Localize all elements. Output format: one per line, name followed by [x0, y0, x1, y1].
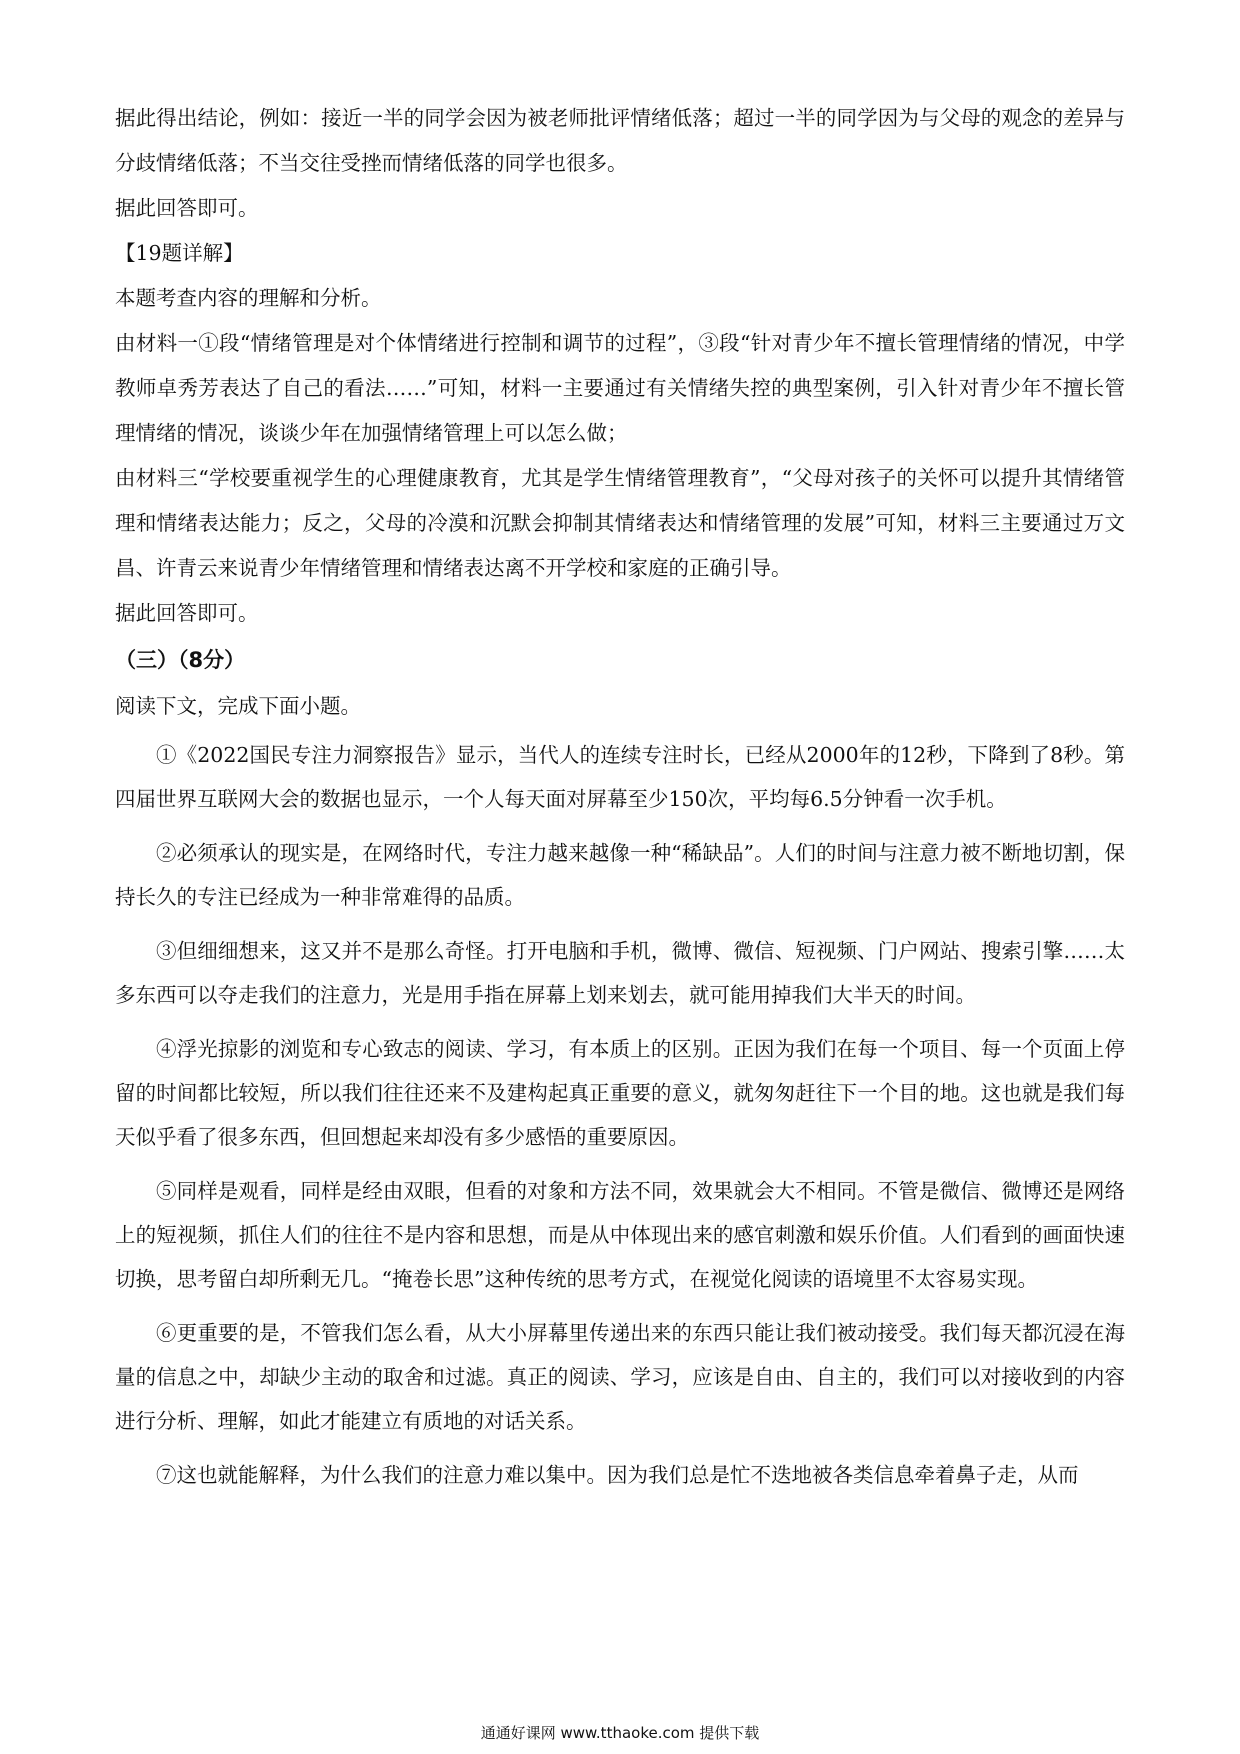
- analysis-paragraph-material-three: 由材料三“学校要重视学生的心理健康教育，尤其是学生情绪管理教育”，“父母对孩子的关怀可以提升其情绪管理和情绪表达能力；反之，父母的冷漠和沉默会抑制其情绪表达和情绪管理的发展”可知，材料三主要通过万文昌、许青云来说青少年情绪管理和情绪表达离不开学校和家庭的正确引导。: [115, 466, 1125, 580]
- analysis-paragraph-answer-note: 据此回答即可。: [115, 196, 259, 220]
- section-three-heading: （三）（8分）: [115, 648, 246, 672]
- article-paragraph-3: ③但细细想来，这又并不是那么奇怪。打开电脑和手机，微博、微信、短视频、门户网站、搜索引擎……太多东西可以夺走我们的注意力，光是用手指在屏幕上划来划去，就可能用掉我们大半天的时间。: [115, 939, 1125, 1007]
- section-three-instruction: 阅读下文，完成下面小题。: [115, 694, 361, 718]
- article-paragraph-6: ⑥更重要的是，不管我们怎么看，从大小屏幕里传递出来的东西只能让我们被动接受。我们每天都沉浸在海量的信息之中，却缺少主动的取舍和过滤。真正的阅读、学习，应该是自由、自主的，我们可以对接收到的内容进行分析、理解，如此才能建立有质地的对话关系。: [115, 1321, 1125, 1433]
- article-paragraph-5: ⑤同样是观看，同样是经由双眼，但看的对象和方法不同，效果就会大不相同。不管是微信、微博还是网络上的短视频，抓住人们的往往不是内容和思想，而是从中体现出来的感官刺激和娱乐价值。人们看到的画面快速切换，思考留白却所剩无几。“掩卷长思”这种传统的思考方式，在视觉化阅读的语境里不太容易实现。: [115, 1179, 1125, 1291]
- article-paragraph-7: ⑦这也就能解释，为什么我们的注意力难以集中。因为我们总是忙不迭地被各类信息牵着鼻子走，从而: [156, 1463, 1079, 1487]
- analysis-paragraph-conclusion: 据此得出结论，例如：接近一半的同学会因为被老师批评情绪低落；超过一半的同学因为与父母的观念的差异与分歧情绪低落；不当交往受挫而情绪低落的同学也很多。: [115, 106, 1125, 175]
- article-paragraph-2: ②必须承认的现实是，在网络时代，专注力越来越像一种“稀缺品”。人们的时间与注意力被不断地切割，保持长久的专注已经成为一种非常难得的品质。: [115, 841, 1125, 909]
- article-paragraph-4: ④浮光掠影的浏览和专心致志的阅读、学习，有本质上的区别。正因为我们在每一个项目、每一个页面上停留的时间都比较短，所以我们往往还来不及建构起真正重要的意义，就匆匆赶往下一个目的地。这也就是我们每天似乎看了很多东西，但回想起来却没有多少感悟的重要原因。: [115, 1037, 1125, 1149]
- page-content: [115, 96, 1125, 1507]
- question-19-detail-heading: 【19题详解】: [115, 241, 244, 265]
- analysis-paragraph-topic: 本题考查内容的理解和分析。: [115, 286, 382, 310]
- analysis-paragraph-answer-note-2: 据此回答即可。: [115, 601, 259, 625]
- page-footer: 通通好课网 www.tthaoke.com 提供下载: [480, 1724, 760, 1742]
- analysis-paragraph-material-one: 由材料一①段“情绪管理是对个体情绪进行控制和调节的过程”，③段“针对青少年不擅长管理情绪的情况，中学教师卓秀芳表达了自己的看法……”可知，材料一主要通过有关情绪失控的典型案例，引入针对青少年不擅长管理情绪的情况，谈谈少年在加强情绪管理上可以怎么做；: [115, 331, 1125, 445]
- article-paragraph-1: ①《2022国民专注力洞察报告》显示，当代人的连续专注时长，已经从2000年的12秒，下降到了8秒。第四届世界互联网大会的数据也显示，一个人每天面对屏幕至少150次，平均每6.5分钟看一次手机。: [115, 743, 1125, 811]
